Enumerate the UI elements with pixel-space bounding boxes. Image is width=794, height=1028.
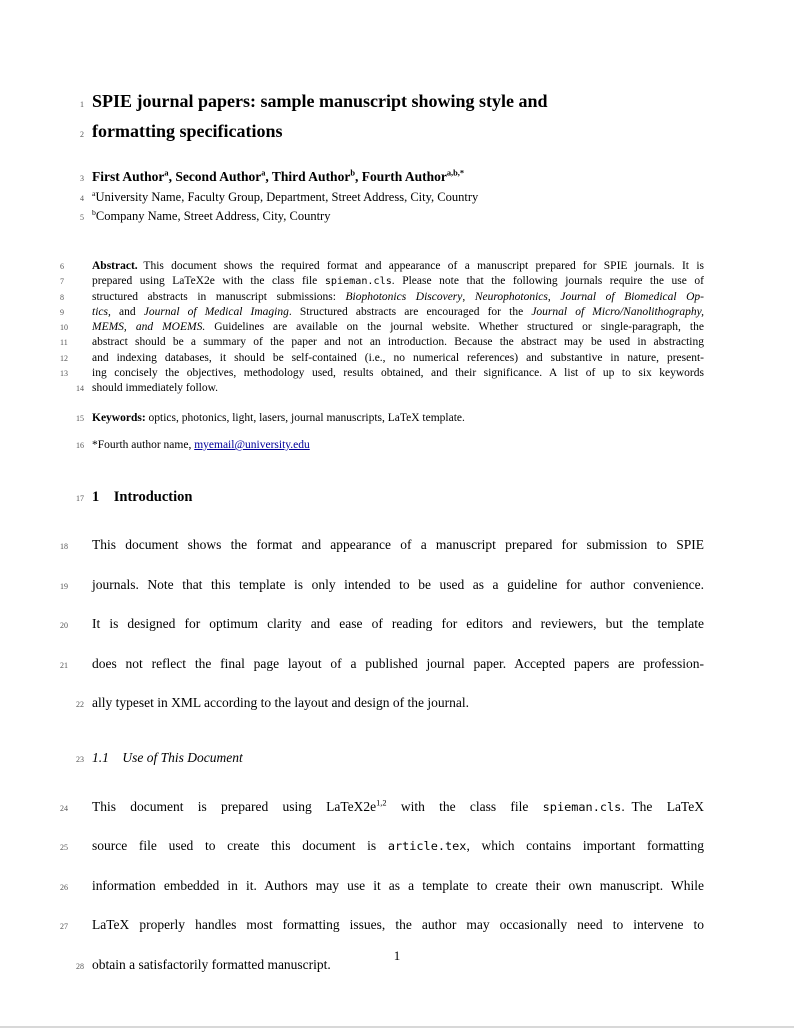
doc-line <box>76 411 704 426</box>
doc-line <box>76 488 704 508</box>
text-segment: Company Name, Street Address, City, Country <box>95 208 331 223</box>
line-number: 18 <box>60 542 68 552</box>
text-segment: University Name, Faculty Group, Department, Street Address, City, Country <box>95 190 479 204</box>
text-segment: . Structured abstracts are encouraged for the <box>288 305 532 318</box>
line-number: 8 <box>60 292 64 302</box>
text-segment: ing concisely the objectives, methodology used, results obtained, and their significance. A list of up to six keywords <box>92 367 704 380</box>
doc-line <box>60 827 704 867</box>
doc-line <box>80 188 704 208</box>
text-segment: information embedded in it. Authors may use it as a template to create their own manuscript. While <box>92 877 704 893</box>
line-number: 1 <box>80 100 84 109</box>
line-number: 26 <box>60 882 68 892</box>
block-author-footnote <box>76 438 704 453</box>
text-segment: structured abstracts in manuscript submissions: <box>92 290 346 303</box>
doc-line <box>60 320 704 335</box>
text-segment: It is designed for optimum clarity and ease of reading for editors and reviewers, but the template <box>92 616 704 632</box>
text-segment: Neurophotonics <box>474 290 548 303</box>
line-number: 6 <box>60 262 64 271</box>
block-affiliations <box>80 188 704 226</box>
text-segment: , <box>547 290 561 303</box>
line-number: 4 <box>80 194 84 203</box>
text-segment: 1 Introduction <box>92 489 193 506</box>
text-segment: prepared using LaTeX2e with the class file <box>92 275 325 288</box>
text-segment: spieman.cls <box>542 799 622 814</box>
text-segment: a,b,* <box>446 168 465 178</box>
line-number: 14 <box>76 384 84 394</box>
doc-line <box>76 748 704 770</box>
text-segment: Journal of Biomedical Op- <box>560 290 705 303</box>
doc-line <box>76 684 704 724</box>
doc-line <box>60 867 704 907</box>
email-link[interactable]: myemail@university.edu <box>194 438 310 451</box>
block-keywords <box>76 411 704 426</box>
line-number: 20 <box>60 621 68 631</box>
line-number: 24 <box>60 803 68 813</box>
text-segment: *Fourth author name, <box>92 438 195 451</box>
doc-line <box>80 168 704 188</box>
doc-line <box>60 788 704 828</box>
block-subsection-use <box>76 748 704 770</box>
text-segment: This document shows the required format and appearance of a manuscript prepared for SPIE journals. It is <box>137 260 704 272</box>
text-segment: journals. Note that this template is only intended to be used as a guideline for author convenience. <box>92 576 704 592</box>
text-segment: a <box>92 188 96 198</box>
block-abstract <box>60 259 705 397</box>
block-section-introduction <box>76 488 704 508</box>
line-number: 11 <box>60 338 68 348</box>
text-segment: Keywords: <box>92 411 146 424</box>
text-segment: should immediately follow. <box>92 382 219 395</box>
line-number: 15 <box>76 413 84 423</box>
doc-line <box>60 526 704 566</box>
text-segment: Biophotonics Discovery <box>345 290 463 303</box>
text-segment: abstract should be a summary of the paper and not an introduction. Because the abstract may be used in abstracting <box>92 336 704 349</box>
text-segment: spieman.cls <box>324 276 392 288</box>
doc-line <box>60 366 704 381</box>
line-number: 3 <box>80 174 84 183</box>
text-segment: with the class file <box>386 798 543 814</box>
text-segment: , Second Author <box>168 169 262 184</box>
text-segment: . The LaTeX <box>621 798 704 814</box>
doc-line <box>60 605 704 645</box>
text-segment: This document shows the format and appearance of a manuscript prepared for submission to SPIE <box>92 537 704 553</box>
doc-line <box>60 274 704 289</box>
block-paper-title <box>80 88 704 148</box>
doc-line <box>60 305 704 320</box>
text-segment: ally typeset in XML according to the layout and design of the journal. <box>92 695 470 711</box>
text-segment: tics, <box>92 305 111 318</box>
text-segment: source file used to create this document is <box>92 838 388 854</box>
doc-line <box>60 290 705 305</box>
line-number: 19 <box>60 581 68 591</box>
line-number: 23 <box>76 754 84 764</box>
text-segment: . Please note that the following journals require the use of <box>391 275 704 288</box>
line-number: 10 <box>60 323 68 333</box>
text-segment: Journal of Medical Imaging <box>143 305 289 318</box>
text-segment: 1,2 <box>376 798 387 808</box>
doc-line <box>76 438 704 453</box>
doc-line <box>80 88 704 118</box>
line-number: 7 <box>60 277 64 287</box>
line-number: 25 <box>60 843 68 853</box>
text-segment: , Third Author <box>265 169 351 184</box>
text-segment: a <box>164 168 169 178</box>
text-segment: optics, photonics, light, lasers, journal manuscripts, LaTeX template. <box>145 411 465 424</box>
doc-line <box>60 351 704 366</box>
doc-line <box>80 118 704 148</box>
line-number: 13 <box>60 369 68 379</box>
text-segment: article.tex <box>387 839 467 854</box>
line-number: 28 <box>76 961 84 971</box>
text-segment: First Author <box>92 169 165 184</box>
text-segment: , Fourth Author <box>354 169 447 184</box>
text-segment: LaTeX properly handles most formatting issues, the author may occasionally need to intervene to <box>92 917 704 933</box>
text-segment: a <box>261 168 266 178</box>
line-number: 9 <box>60 307 64 317</box>
doc-line <box>80 207 704 227</box>
doc-line <box>60 906 704 946</box>
text-segment: SPIE journal papers: sample manuscript showing style and <box>92 91 548 111</box>
text-segment: 1.1 Use of This Document <box>92 749 243 765</box>
line-number: 27 <box>60 922 68 932</box>
line-number: 12 <box>60 353 68 363</box>
text-segment: and indexing databases, it should be self-contained (i.e., no numerical references) and substantive in nature, present- <box>92 351 704 364</box>
line-number: 21 <box>60 660 68 670</box>
text-segment: This document is prepared using LaTeX2e <box>92 798 377 814</box>
line-number: 2 <box>80 130 84 139</box>
document-content <box>60 88 705 985</box>
text-segment: MEMS, and MOEMS. <box>92 321 206 334</box>
block-intro-paragraph <box>60 526 704 724</box>
text-segment: does not reflect the final page layout of a published journal paper. Accepted papers are profession- <box>92 655 704 671</box>
doc-line <box>60 566 704 606</box>
text-segment: Guidelines are available on the journal website. Whether structured or single-paragraph, the <box>205 321 704 334</box>
text-segment: , <box>462 290 475 303</box>
page-number: 1 <box>393 948 401 963</box>
doc-line <box>60 259 704 274</box>
block-authors <box>80 168 704 188</box>
page-footer <box>0 948 794 964</box>
text-segment: formatting specifications <box>92 121 283 141</box>
line-number: 5 <box>80 212 84 222</box>
doc-line <box>76 381 704 396</box>
text-segment: b <box>92 207 96 217</box>
doc-line <box>60 335 704 350</box>
text-segment: Journal of Micro/Nanolithography, <box>531 305 704 318</box>
text-segment: Abstract. <box>92 260 138 272</box>
text-segment: obtain a satisfactorily formatted manuscript. <box>92 956 331 972</box>
line-number: 17 <box>76 494 84 504</box>
text-segment: and <box>110 305 144 318</box>
text-segment: b <box>350 168 355 178</box>
doc-line <box>60 645 704 685</box>
line-number: 16 <box>76 440 84 450</box>
line-number: 22 <box>76 700 84 710</box>
text-segment: , which contains important formatting <box>466 838 704 854</box>
